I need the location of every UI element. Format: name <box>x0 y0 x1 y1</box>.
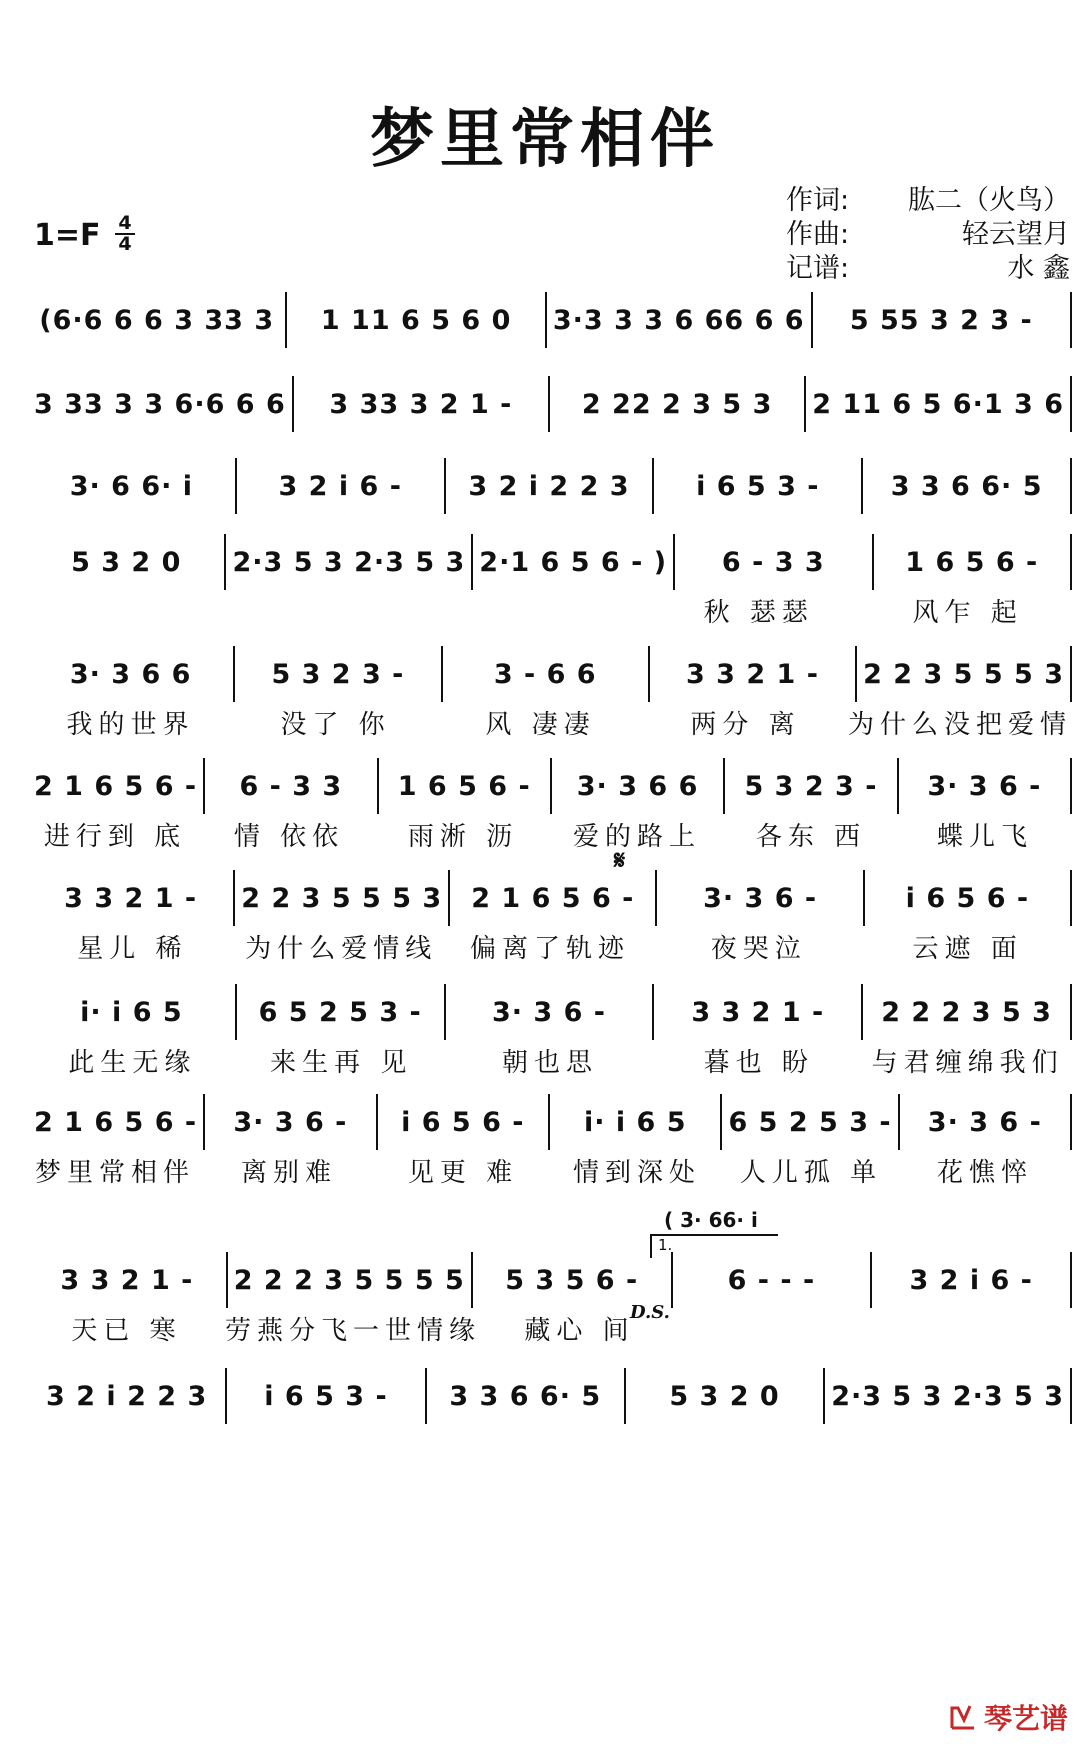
measure <box>863 984 1072 1040</box>
credit-label: 作曲: <box>786 219 850 250</box>
measure <box>28 376 294 432</box>
measure <box>450 870 657 926</box>
score-system <box>28 1368 1072 1424</box>
lyric-segment: 偏离了轨迹 <box>469 933 630 964</box>
measure-notes: 2·3 5 3 2·3 5 3 <box>232 546 466 578</box>
score-system <box>28 646 1072 742</box>
staff-line <box>28 1094 1072 1150</box>
lyrics-line <box>28 814 1072 854</box>
measure-notes: 2·1 6 5 6 - ) <box>479 546 668 578</box>
measure-notes: 2 2 3 5 5 5 3 <box>241 882 443 914</box>
staff-line <box>28 534 1072 590</box>
measure-notes: 2 1 6 5 6 - <box>471 882 635 914</box>
segno-mark: 𝄋 <box>614 846 626 876</box>
measure-notes: 2 1 6 5 6 - <box>34 1106 198 1138</box>
measure <box>226 534 473 590</box>
staff-line <box>28 458 1072 514</box>
measure-notes: 5 3 2 0 <box>669 1380 780 1412</box>
measure-notes: i· i 6 5 <box>583 1106 687 1138</box>
lyric-segment: 来生再 见 <box>270 1047 413 1078</box>
measure <box>28 984 237 1040</box>
watermark <box>948 1697 1068 1737</box>
lyric-segment: 进行到 底 <box>43 821 187 852</box>
measure <box>857 646 1072 702</box>
measure-notes: i· i 6 5 <box>80 996 183 1028</box>
lyric-segment: 没了 你 <box>280 709 391 740</box>
measure <box>725 758 898 814</box>
measure-notes: 3· 3 6 - <box>233 1106 348 1138</box>
measure <box>473 534 675 590</box>
measure <box>863 458 1072 514</box>
measure <box>28 1252 228 1308</box>
staff-line <box>28 292 1072 348</box>
lyric-segment: 藏心 间 <box>524 1315 635 1346</box>
lyric-segment: 暮也 盼 <box>703 1047 814 1078</box>
measure <box>872 1252 1072 1308</box>
measure-notes: 3· 3 6 - <box>703 882 818 914</box>
score-system <box>28 292 1072 348</box>
lyric-segment: 云遮 面 <box>912 933 1023 964</box>
staff-line <box>28 870 1072 926</box>
measure <box>552 758 725 814</box>
measure-notes: 5 3 2 3 - <box>271 658 405 690</box>
measure <box>28 1368 227 1424</box>
measure-notes: i 6 5 3 - <box>696 470 820 502</box>
measure <box>294 376 550 432</box>
score-system <box>28 758 1072 854</box>
measure <box>446 458 655 514</box>
measure <box>28 458 237 514</box>
measure-notes: 3·3 3 3 6 66 6 6 <box>552 304 805 336</box>
measure <box>378 1094 550 1150</box>
measure <box>28 1094 205 1150</box>
lyric-segment: 梦里常相伴 <box>34 1157 195 1188</box>
measure-notes: 1 6 5 6 - <box>397 770 531 802</box>
staff-line <box>28 1252 1072 1308</box>
staff-line <box>28 1368 1072 1424</box>
measure-notes: 2 1 6 5 6 - <box>34 770 198 802</box>
measure <box>443 646 650 702</box>
measure-notes: 3 3 2 1 - <box>691 996 825 1028</box>
credit-transcriber <box>786 252 1070 286</box>
lyric-segment: 星儿 稀 <box>77 933 188 964</box>
measure <box>650 646 857 702</box>
measure-notes: 5 3 5 6 - <box>505 1264 639 1296</box>
measure <box>205 758 378 814</box>
measure-notes: 6 - - - <box>727 1264 816 1296</box>
lyric-segment: 见更 难 <box>407 1157 519 1188</box>
staff-line <box>28 646 1072 702</box>
measure <box>675 534 873 590</box>
lyric-segment: 此生无缘 <box>68 1047 197 1078</box>
measure <box>806 376 1072 432</box>
measure-notes: 3· 3 6 6 <box>69 658 192 690</box>
measure <box>28 758 205 814</box>
measure-notes: 2·3 5 3 2·3 5 3 <box>831 1380 1064 1412</box>
lyrics-line <box>28 1150 1072 1190</box>
measure <box>657 870 864 926</box>
score-system <box>28 1252 1072 1348</box>
measure <box>899 758 1072 814</box>
score-title: 梦里常相伴 <box>370 102 720 177</box>
lyric-segment: 人儿孤 单 <box>739 1157 883 1188</box>
measure-notes: 3 3 6 6· 5 <box>449 1380 602 1412</box>
lyrics-line <box>28 590 1072 630</box>
measure-notes: 6 - 3 3 <box>239 770 343 802</box>
measure <box>427 1368 626 1424</box>
lyric-segment: 为什么爱情线 <box>245 933 438 964</box>
credit-label: 作词: <box>786 185 850 216</box>
lyric-segment: 劳燕分飞一世情缘 <box>225 1315 482 1346</box>
lyric-segment: 秋 瑟瑟 <box>703 597 814 628</box>
measure <box>205 1094 377 1150</box>
measure-notes: 3 2 i 6 - <box>278 470 402 502</box>
credit-lyricist <box>786 184 1070 218</box>
measure <box>722 1094 899 1150</box>
lyric-segment: 离别难 <box>240 1157 337 1188</box>
measure <box>228 1252 473 1308</box>
measure-notes: 5 3 2 0 <box>71 546 182 578</box>
score-system <box>28 870 1072 966</box>
staff-line <box>28 376 1072 432</box>
lyric-segment: 夜哭泣 <box>710 933 807 964</box>
measure <box>874 534 1072 590</box>
measure <box>550 376 806 432</box>
credit-composer <box>786 218 1070 252</box>
measure-notes: 5 3 2 3 - <box>744 770 878 802</box>
measure-notes: 3 33 3 3 6·6 6 6 <box>34 388 286 420</box>
measure <box>673 1252 873 1308</box>
score-system <box>28 534 1072 630</box>
lyric-segment: 风乍 起 <box>912 597 1023 628</box>
measure <box>237 458 446 514</box>
lyrics-line <box>28 926 1072 966</box>
measure-notes: 2 22 2 3 5 3 <box>581 388 773 420</box>
lyric-segment: 花憔悴 <box>936 1157 1033 1188</box>
measure <box>900 1094 1072 1150</box>
score-system <box>28 458 1072 514</box>
credit-label: 记谱: <box>786 253 850 284</box>
measure-notes: 3· 3 6 - <box>927 770 1042 802</box>
measure <box>235 870 450 926</box>
measure-notes: 1 6 5 6 - <box>905 546 1039 578</box>
measure-notes: i 6 5 3 - <box>264 1380 388 1412</box>
measure <box>28 870 235 926</box>
measure-notes: 5 55 3 2 3 - <box>849 304 1033 336</box>
lyric-segment: 与君缠绵我们 <box>871 1047 1064 1078</box>
measure <box>550 1094 722 1150</box>
measure-notes: 3 2 i 2 2 3 <box>46 1380 208 1412</box>
measure <box>654 458 863 514</box>
measure-notes: 3· 3 6 6 <box>576 770 699 802</box>
key-signature: 1=F <box>34 218 101 253</box>
measure-notes: 3 2 i 6 - <box>909 1264 1033 1296</box>
brand-logo-icon <box>948 1702 978 1732</box>
watermark-text: 琴艺谱 <box>983 1702 1068 1735</box>
measure-notes: 3· 3 6 - <box>491 996 606 1028</box>
measure-notes: 6 - 3 3 <box>721 546 825 578</box>
measure <box>626 1368 825 1424</box>
credit-name: 水 鑫 <box>1007 253 1070 284</box>
measure-notes: 1 11 6 5 6 0 <box>320 304 512 336</box>
measure-notes: 2 11 6 5 6·1 3 6 <box>812 388 1064 420</box>
measure <box>28 292 287 348</box>
measure-notes: 2 2 3 5 5 5 3 <box>863 658 1065 690</box>
measure-notes: i 6 5 6 - <box>905 882 1030 914</box>
measure-notes: 3 3 2 1 - <box>686 658 819 690</box>
meter-bottom: 4 <box>118 233 132 255</box>
lyrics-line <box>28 702 1072 742</box>
staff-line <box>28 758 1072 814</box>
measure <box>227 1368 426 1424</box>
measure <box>473 1252 673 1308</box>
lyric-segment: 朝也思 <box>501 1047 598 1078</box>
score-system <box>28 376 1072 432</box>
lyric-segment: 两分 离 <box>690 709 801 740</box>
lyric-segment: 情 依依 <box>233 821 345 852</box>
ds-mark: D.S. <box>630 1302 670 1323</box>
intro-cue: ( 3· 66· i <box>664 1208 758 1232</box>
measure <box>237 984 446 1040</box>
measure <box>446 984 655 1040</box>
credit-name: 轻云望月 <box>962 219 1070 250</box>
measure-notes: 3 2 i 2 2 3 <box>468 470 630 502</box>
lyrics-line <box>28 1040 1072 1080</box>
measure-notes: 3 33 3 2 1 - <box>329 388 513 420</box>
measure-notes: i 6 5 6 - <box>401 1106 525 1138</box>
volta-label: 1. <box>658 1236 673 1254</box>
measure-notes: 3· 6 6· i <box>69 470 194 502</box>
measure <box>379 758 552 814</box>
lyric-segment: 风 凄凄 <box>485 709 596 740</box>
measure <box>547 292 813 348</box>
lyric-segment: 蝶儿飞 <box>936 821 1033 852</box>
lyric-segment: 情到深处 <box>572 1157 701 1188</box>
measure <box>865 870 1072 926</box>
measure-notes: 3 - 6 6 <box>493 658 597 690</box>
measure <box>235 646 442 702</box>
lyric-segment: 各东 西 <box>755 821 867 852</box>
measure <box>28 534 226 590</box>
lyric-segment: 雨淅 沥 <box>407 821 519 852</box>
measure <box>654 984 863 1040</box>
measure <box>28 646 235 702</box>
staff-line <box>28 984 1072 1040</box>
measure-notes: 6 5 2 5 3 - <box>728 1106 892 1138</box>
score-system <box>28 984 1072 1080</box>
credits-block <box>786 184 1070 286</box>
measure-notes: 3· 3 6 - <box>927 1106 1042 1138</box>
lyric-segment: 我的世界 <box>66 709 195 740</box>
lyric-segment: 为什么没把爱情 <box>848 709 1073 740</box>
measure <box>287 292 546 348</box>
lyric-segment: 天已 寒 <box>71 1315 182 1346</box>
lyric-segment: 爱的路上 <box>572 821 701 852</box>
volta-bracket <box>650 1234 778 1258</box>
score-system <box>28 1094 1072 1190</box>
time-signature <box>114 214 136 254</box>
measure-notes: 6 5 2 5 3 - <box>258 996 422 1028</box>
measure-notes: 2 2 2 3 5 3 <box>881 996 1052 1028</box>
measure-notes: (6·6 6 6 3 33 3 <box>39 304 275 336</box>
measure <box>813 292 1072 348</box>
measure-notes: 3 3 6 6· 5 <box>890 470 1043 502</box>
lyrics-line <box>28 1308 1072 1348</box>
measure-notes: 3 3 2 1 - <box>60 1264 194 1296</box>
credit-name: 肱二（火鸟） <box>908 185 1070 216</box>
measure <box>825 1368 1072 1424</box>
measure-notes: 2 2 2 3 5 5 5 5 <box>233 1264 465 1296</box>
measure-notes: 3 3 2 1 - <box>64 882 198 914</box>
meter-top: 4 <box>118 212 132 234</box>
